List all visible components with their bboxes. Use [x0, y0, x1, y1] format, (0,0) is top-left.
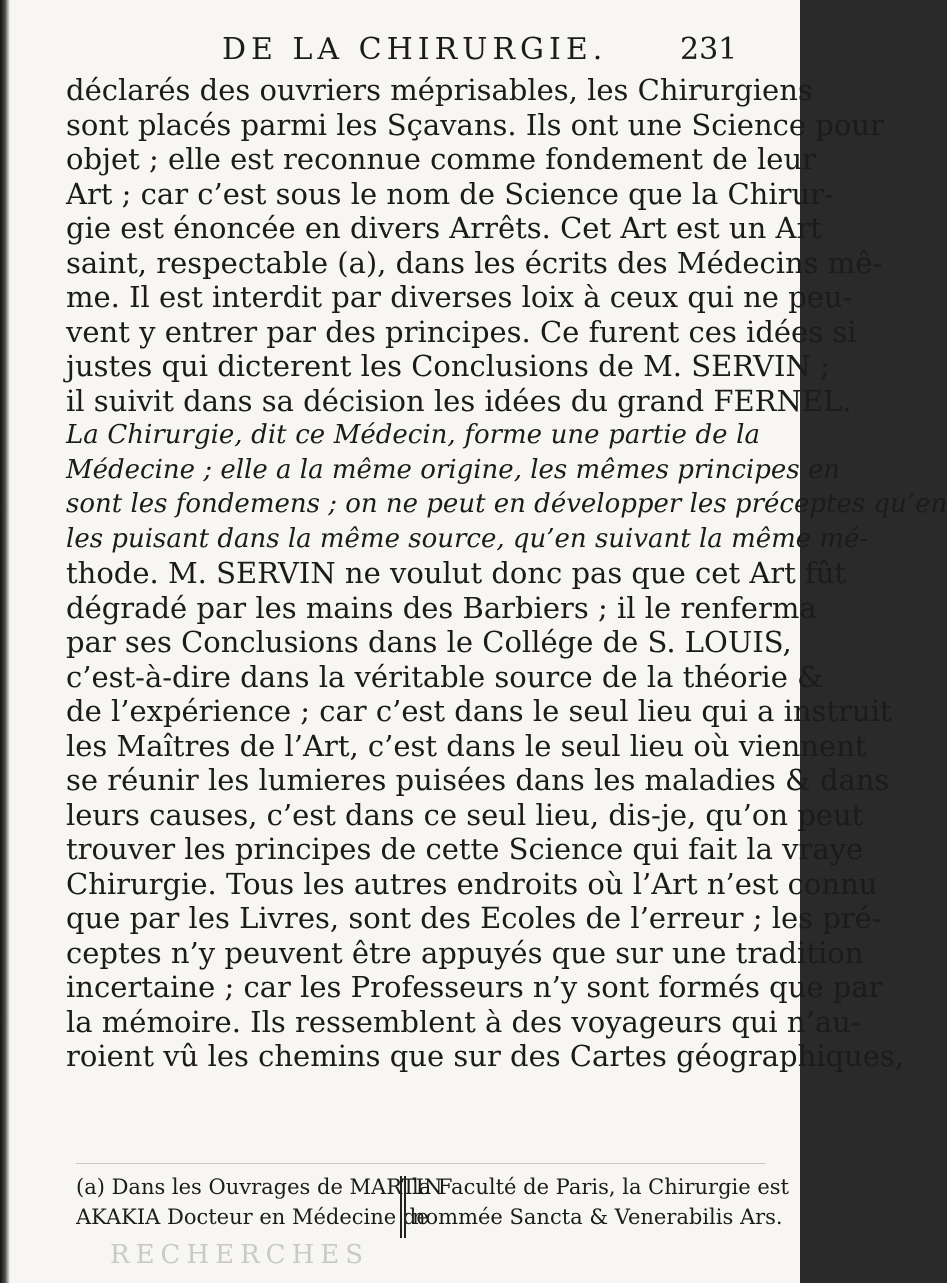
- text-line: gie est énoncée en divers Arrêts. Cet Art est un Art: [66, 211, 822, 245]
- text-line: ceptes n’y peuvent être appuyés que sur une tradition: [66, 935, 864, 970]
- text-line: objet ; elle est reconnue comme fondement de leur: [66, 142, 816, 176]
- text-line: c’est-à-dire dans la véritable source de la théorie &: [66, 659, 823, 694]
- text-line: leurs causes, c’est dans ce seul lieu, dis-je, qu’on peut: [66, 797, 864, 832]
- page-number: 231: [680, 32, 738, 67]
- text-line-italic: les puisant dans la même source, qu’en suivant la même mé-: [66, 523, 869, 554]
- text-line: Chirurgie. Tous les autres endroits où l’Art n’est connu: [66, 866, 878, 901]
- text-line: de l’expérience ; car c’est dans le seul lieu qui a instruit: [66, 694, 892, 728]
- text-line: la mémoire. Ils ressemblent à des voyageurs qui n’au-: [66, 1004, 861, 1039]
- footnote-separator: [76, 1163, 766, 1164]
- text-line: dégradé par les mains des Barbiers ; il le renferma: [66, 590, 817, 625]
- text-line: justes qui dicterent les Conclusions de M. SERVIN ;: [66, 349, 830, 383]
- text-line-italic: La Chirurgie, dit ce Médecin, forme une partie de la: [66, 420, 760, 450]
- text-line: sont placés parmi les Sçavans. Ils ont une Science pour: [66, 107, 884, 142]
- footnote-right-column: [412, 1172, 789, 1238]
- text-line: il suivit dans sa décision les idées du grand FERNEL.: [66, 383, 852, 418]
- text-line: Art ; car c’est sous le nom de Science que la Chirur-: [66, 176, 834, 211]
- text-line: déclarés des ouvriers méprisables, les Chirurgiens: [66, 73, 813, 107]
- page-binding-shadow: [0, 0, 10, 1283]
- footnote-line: la Faculté de Paris, la Chirurgie est: [412, 1175, 789, 1199]
- footnote-line: AKAKIA Docteur en Médecine de: [76, 1205, 429, 1229]
- text-line: thode. M. SERVIN ne voulut donc pas que cet Art fût: [66, 556, 847, 590]
- text-line: incertaine ; car les Professeurs n’y sont formés que par: [66, 970, 883, 1004]
- page-header: [0, 32, 800, 72]
- footnote-line: (a) Dans les Ouvrages de MARTIN: [76, 1175, 443, 1199]
- text-line: que par les Livres, sont des Ecoles de l’erreur ; les pré-: [66, 901, 882, 935]
- footnote-column-divider: [400, 1176, 406, 1238]
- footnotes: [66, 1172, 789, 1238]
- text-line: trouver les principes de cette Science qui fait la vraye: [66, 832, 864, 866]
- bleed-through-text: RECHERCHES: [110, 1240, 370, 1270]
- text-line: saint, respectable (a), dans les écrits des Médecins mê-: [66, 245, 883, 280]
- text-line: roient vû les chemins que sur des Cartes géographiques,: [66, 1039, 905, 1073]
- text-line: par ses Conclusions dans le Collége de S. LOUIS,: [66, 625, 792, 659]
- text-line-italic: sont les fondemens ; on ne peut en développer les préceptes qu’en: [66, 489, 947, 519]
- footnote-line: nommée Sancta & Venerabilis Ars.: [412, 1205, 783, 1229]
- text-line-italic: Médecine ; elle a la même origine, les mêmes principes en: [66, 454, 840, 485]
- text-line: vent y entrer par des principes. Ce furent ces idées si: [66, 314, 857, 349]
- text-line: se réunir les lumieres puisées dans les maladies & dans: [66, 763, 890, 797]
- running-head: DE LA CHIRURGIE.: [222, 32, 608, 67]
- text-line: les Maîtres de l’Art, c’est dans le seul lieu où viennent: [66, 728, 867, 763]
- text-line: me. Il est interdit par diverses loix à ceux qui ne peu-: [66, 280, 853, 314]
- footnote-left-column: [76, 1172, 443, 1238]
- main-text-block: [66, 73, 947, 1074]
